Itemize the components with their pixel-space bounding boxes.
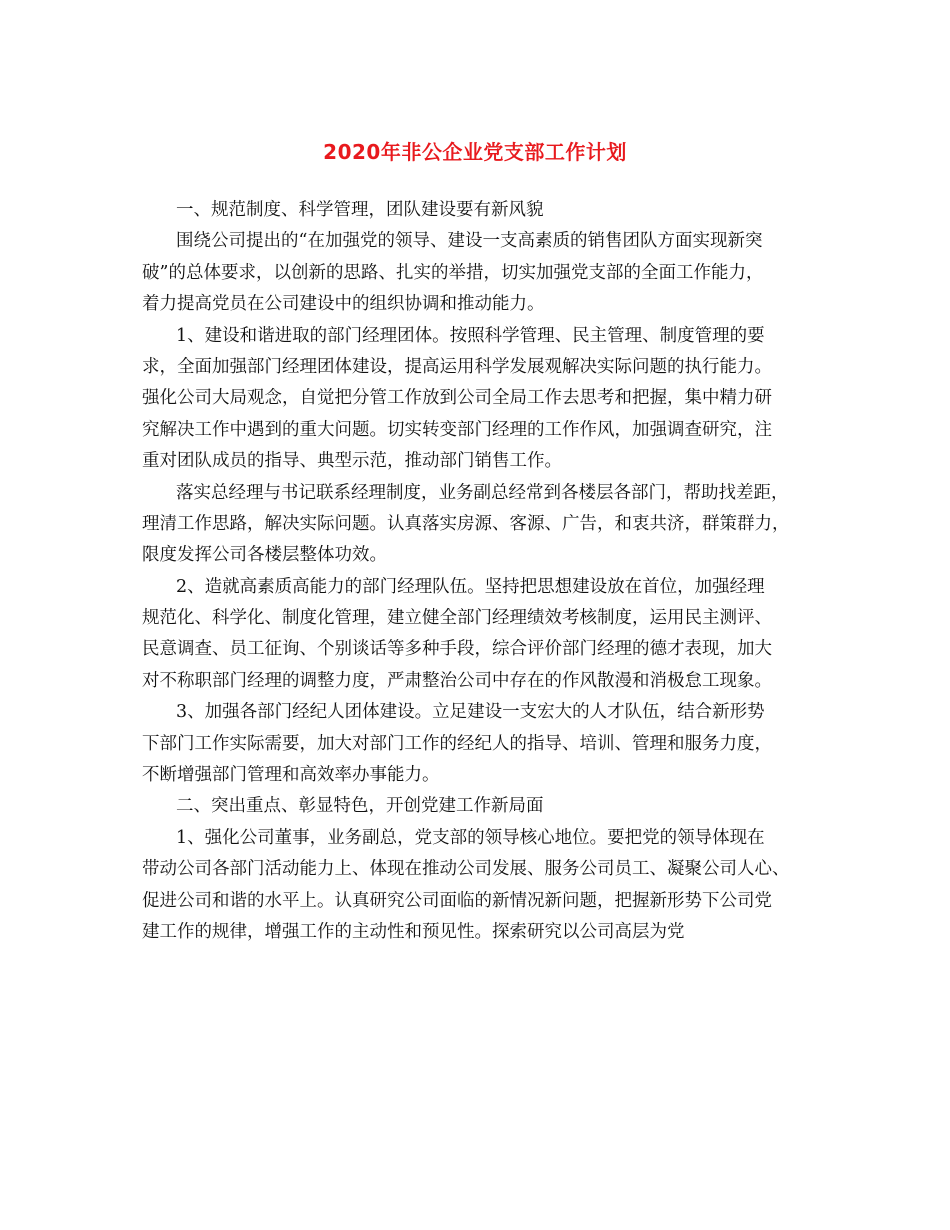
- document-body: [142, 195, 810, 948]
- text-line: 民意调查、员工征询、个别谈话等多种手段，综合评价部门经理的德才表现，加大: [142, 639, 772, 660]
- text-line: 二、突出重点、彰显特色，开创党建工作新局面: [176, 796, 544, 817]
- text-line: 一、规范制度、科学管理，团队建设要有新风貌: [176, 200, 544, 220]
- text-line: 重对团队成员的指导、典型示范，推动部门销售工作。: [142, 451, 562, 472]
- document-title: 2020年非公企业党支部工作计划: [323, 140, 627, 164]
- paragraph: [142, 321, 810, 478]
- text-line: 3、加强各部门经纪人团体建设。立足建设一支宏大的人才队伍，结合新形势: [176, 702, 765, 723]
- text-line: 究解决工作中遇到的重大问题。切实转变部门经理的工作作风，加强调查研究，注: [142, 419, 772, 440]
- text-line: 不断增强部门管理和高效率办事能力。: [142, 765, 440, 786]
- text-line: 强化公司大局观念，自觉把分管工作放到公司全局工作去思考和把握，集中精力研: [142, 388, 772, 409]
- text-line: 建工作的规律，增强工作的主动性和预见性。探索研究以公司高层为党: [142, 921, 685, 942]
- text-line: 落实总经理与书记联系经理制度，业务副总经常到各楼层各部门，帮助找差距，: [176, 482, 789, 503]
- text-line: 规范化、科学化、制度化管理，建立健全部门经理绩效考核制度，运用民主测评、: [142, 608, 772, 629]
- text-line: 围绕公司提出的“在加强党的领导、建设一支高素质的销售团队方面实现新突: [176, 231, 763, 252]
- paragraph: [142, 823, 810, 949]
- paragraph: [142, 572, 810, 698]
- paragraph: [142, 697, 810, 791]
- text-line: 促进公司和谐的水平上。认真研究公司面临的新情况新问题，把握新形势下公司党: [142, 890, 772, 911]
- text-line: 2、造就高素质高能力的部门经理队伍。坚持把思想建设放在首位，加强经理: [176, 576, 765, 597]
- text-line: 着力提高党员在公司建设中的组织协调和推动能力。: [142, 294, 545, 315]
- text-line: 对不称职部门经理的调整力度，严肃整治公司中存在的作风散漫和消极怠工现象。: [142, 670, 772, 691]
- text-line: 限度发挥公司各楼层整体功效。: [142, 545, 387, 566]
- text-line: 1、建设和谐进取的部门经理团体。按照科学管理、民主管理、制度管理的要: [176, 325, 765, 346]
- text-line: 理清工作思路，解决实际问题。认真落实房源、客源、广告，和衷共济，群策群力，: [142, 513, 790, 534]
- text-line: 带动公司各部门活动能力上、体现在推动公司发展、服务公司员工、凝聚公司人心、: [142, 859, 790, 880]
- text-line: 下部门工作实际需要，加大对部门工作的经纪人的指导、培训、管理和服务力度，: [142, 733, 772, 754]
- paragraph: [142, 478, 810, 572]
- text-line: 1、强化公司董事，业务副总，党支部的领导核心地位。要把党的领导体现在: [176, 827, 765, 848]
- section-heading: [142, 195, 810, 226]
- section-heading: [142, 791, 810, 822]
- text-line: 求，全面加强部门经理团体建设，提高运用科学发展观解决实际问题的执行能力。: [142, 356, 772, 377]
- text-line: 破”的总体要求，以创新的思路、扎实的举措，切实加强党支部的全面工作能力，: [142, 262, 764, 283]
- paragraph: [142, 226, 810, 320]
